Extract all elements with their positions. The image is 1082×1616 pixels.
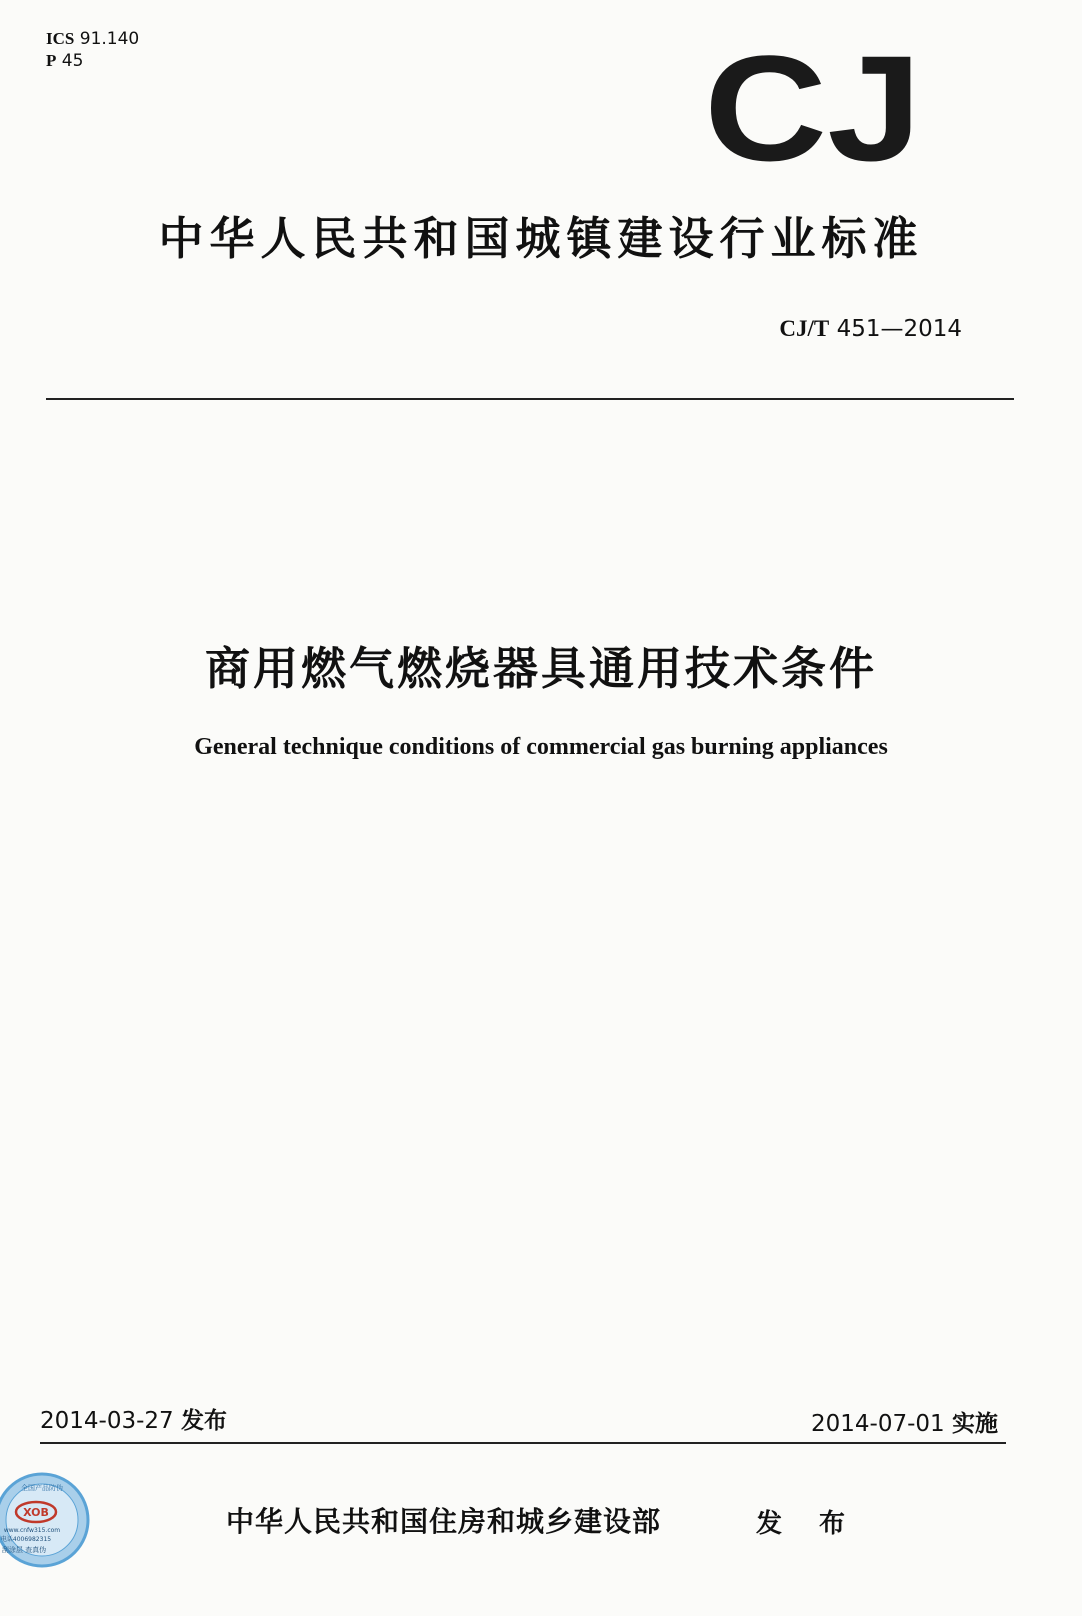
ccs-line [46, 50, 139, 72]
ics-code: 91.140 [79, 29, 140, 49]
standard-number [779, 316, 962, 342]
classification-codes [46, 28, 139, 72]
standard-prefix: CJ/T [779, 316, 830, 341]
anti-counterfeit-seal [0, 1468, 92, 1578]
seal-phone: 电话4006982315 [0, 1536, 52, 1543]
seal-url: www.cnfw315.com [3, 1527, 61, 1534]
issue-date: 2014-03-27 [40, 1408, 174, 1434]
ccs-code: 45 [61, 51, 84, 71]
bottom-divider [40, 1442, 1006, 1444]
publisher-name: 中华人民共和国住房和城乡建设部 [226, 1505, 662, 1538]
title-chinese: 商用燃气燃烧器具通用技术条件 [204, 642, 877, 695]
svg-text:XOB: XOB [23, 1506, 49, 1519]
publish-label: 发 布 [756, 1509, 860, 1539]
ics-line [46, 28, 139, 50]
implement-label: 实施 [952, 1411, 998, 1437]
seal-top-text: 全国产品防伪 [21, 1484, 63, 1492]
top-divider [46, 398, 1014, 400]
ministry-title: 中华人民共和国城镇建设行业标准 [158, 212, 924, 265]
implement-date-line [811, 1405, 998, 1438]
issue-label: 发布 [180, 1408, 227, 1434]
cj-logo [700, 48, 926, 168]
standard-code: 451—2014 [836, 316, 962, 342]
issue-date-line [40, 1402, 227, 1435]
logo-text: CJ [704, 48, 922, 168]
implement-date: 2014-07-01 [811, 1411, 945, 1437]
seal-note: 刮涂层 查真伪 [1, 1546, 47, 1554]
ccs-label: P [46, 51, 57, 70]
ics-label: ICS [46, 29, 75, 48]
title-english: General technique conditions of commercial gas burning appliances [194, 734, 888, 760]
